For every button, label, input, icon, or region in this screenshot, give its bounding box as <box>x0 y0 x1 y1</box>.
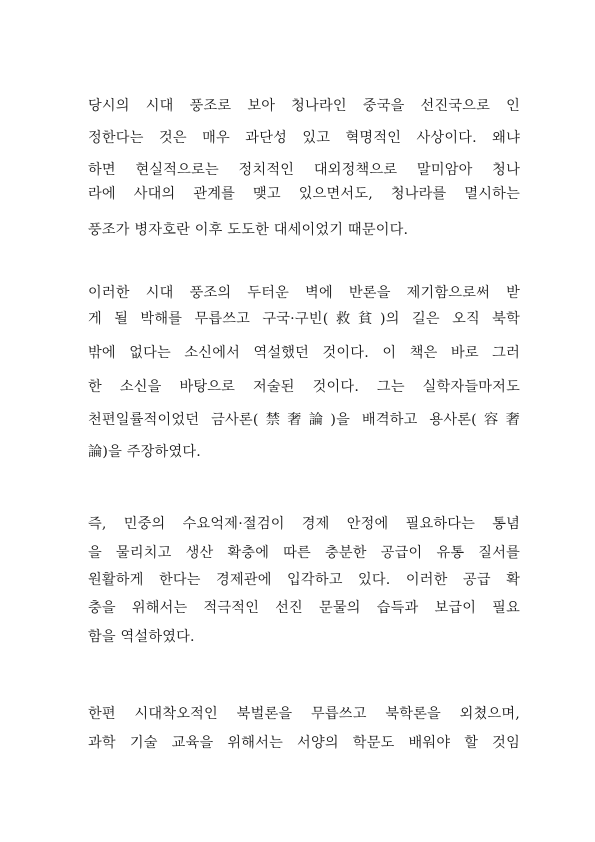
paragraph-line: 하면 현실적으로는 정치적인 대외정책으로 말미암아 청나 <box>88 162 520 178</box>
paragraph-line: 함을 역설하였다. <box>88 629 195 645</box>
paragraph-line: 한 소신을 바탕으로 저술된 것이다. 그는 실학자들마저도 <box>88 379 520 395</box>
paragraph-line: 천편일률적이었던 금사론(禁奢論)을 배격하고 용사론(容奢 <box>88 412 520 428</box>
paragraph-line: 과학 기술 교육을 위해서는 서양의 학문도 배워야 할 것임 <box>88 735 520 751</box>
paragraph-line: 밖에 없다는 소신에서 역설했던 것이다. 이 책은 바로 그러 <box>88 345 520 361</box>
paragraph-line: 정한다는 것은 매우 과단성 있고 혁명적인 사상이다. 왜냐 <box>88 130 520 146</box>
paragraph-line: 원활하게 한다는 경제관에 입각하고 있다. 이러한 공급 확 <box>88 572 520 588</box>
paragraph-line: 당시의 시대 풍조로 보아 청나라인 중국을 선진국으로 인 <box>88 98 520 114</box>
paragraph-line: 論)을 주장하였다. <box>88 444 201 460</box>
paragraph-line: 라에 사대의 관계를 맺고 있으면서도, 청나라를 멸시하는 <box>88 186 520 202</box>
paragraph-line: 을 물리치고 생산 확충에 따른 충분한 공급이 유통 질서를 <box>88 545 520 561</box>
paragraph-line: 게 될 박해를 무릅쓰고 구국·구빈(救貧)의 길은 오직 북학 <box>88 311 520 327</box>
paragraph-line: 충을 위해서는 적극적인 선진 문물의 습득과 보급이 필요 <box>88 600 520 616</box>
paragraph-line: 이러한 시대 풍조의 두터운 벽에 반론을 제기함으로써 받 <box>88 285 520 301</box>
paragraph-line: 한편 시대착오적인 북벌론을 무릅쓰고 북학론을 외쳤으며, <box>88 706 520 722</box>
paragraph-line: 풍조가 병자호란 이후 도도한 대세이었기 때문이다. <box>88 222 409 238</box>
paragraph-line: 즉, 민중의 수요억제·절검이 경제 안정에 필요하다는 통념 <box>88 516 520 532</box>
